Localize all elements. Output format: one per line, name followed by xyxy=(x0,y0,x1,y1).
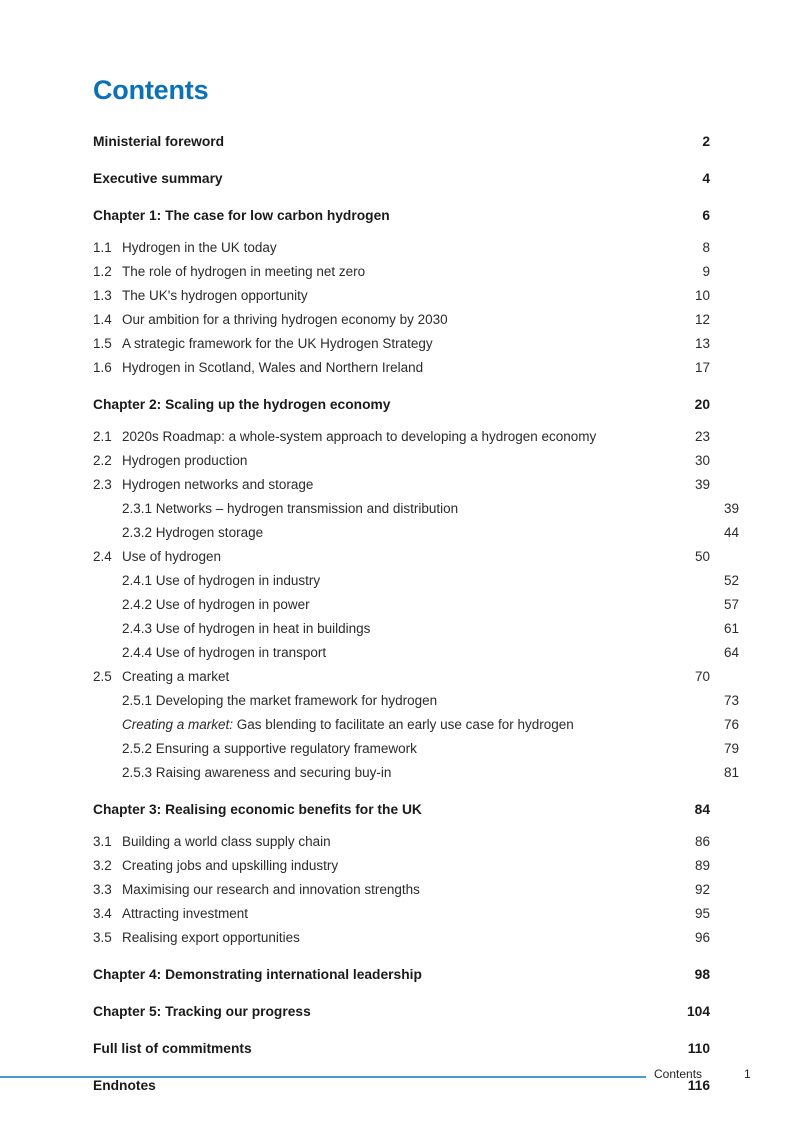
footer-rule xyxy=(0,1076,646,1078)
toc-entry-page-number: 17 xyxy=(694,360,710,375)
toc-entry-page-number: 98 xyxy=(694,967,710,982)
toc-entry[interactable] xyxy=(93,854,710,878)
toc-entry[interactable] xyxy=(93,617,739,641)
footer-label: Contents xyxy=(654,1067,703,1081)
toc-entry[interactable] xyxy=(93,356,710,380)
toc-entry-number: 3.5 xyxy=(93,930,112,945)
toc-entry-page-number: 92 xyxy=(694,882,710,897)
footer-page-number: 1 xyxy=(744,1067,751,1081)
toc-entry-number: 2.2 xyxy=(93,453,112,468)
toc-entry-number: 3.3 xyxy=(93,882,112,897)
toc-entry-number: 1.1 xyxy=(93,240,112,255)
toc-entry[interactable] xyxy=(93,425,710,449)
toc-entry-number: 1.3 xyxy=(93,288,112,303)
toc-entry-page-number: 104 xyxy=(686,1004,710,1019)
toc-entry-label: 2.3 Hydrogen networks and storage xyxy=(93,473,684,497)
toc-entry-label: 2.5.2 Ensuring a supportive regulatory framework xyxy=(122,741,417,756)
toc-entry-page-number: 89 xyxy=(694,858,710,873)
toc-entry-page-number: 50 xyxy=(694,549,710,564)
toc-entry-label: 2.1 2020s Roadmap: a whole-system approach to developing a hydrogen economy xyxy=(93,425,684,449)
toc-entry-page-number: 116 xyxy=(687,1078,710,1093)
toc-entry-label: 2.4 Use of hydrogen xyxy=(93,545,684,569)
toc-entry-italic-prefix: Creating a market: xyxy=(122,717,234,732)
toc-entry[interactable] xyxy=(93,473,710,497)
toc-entry[interactable] xyxy=(93,737,739,761)
toc-entry-label: 1.4 Our ambition for a thriving hydrogen economy by 2030 xyxy=(93,308,684,332)
toc-entry-label: 2.5.1 Developing the market framework for hydrogen xyxy=(122,693,438,708)
toc-entry[interactable] xyxy=(93,260,710,284)
toc-entry-label: Chapter 3: Realising economic benefits for the UK xyxy=(93,802,422,817)
toc-entry-label: Endnotes xyxy=(93,1078,156,1093)
toc-entry-page-number: 79 xyxy=(723,741,739,756)
toc-entry-label: 3.3 Maximising our research and innovation strengths xyxy=(93,878,684,902)
page-title: Contents xyxy=(93,75,209,105)
toc-entry[interactable] xyxy=(93,545,710,569)
toc-entry[interactable] xyxy=(93,878,710,902)
toc-entry-label: 1.5 A strategic framework for the UK Hydrogen Strategy xyxy=(93,332,684,356)
toc-entry[interactable] xyxy=(93,284,710,308)
toc-entry[interactable] xyxy=(93,713,739,737)
toc-entry[interactable] xyxy=(93,167,710,191)
table-of-contents xyxy=(93,130,739,1098)
toc-entry-page-number: 95 xyxy=(694,906,710,921)
toc-entry-label: 3.2 Creating jobs and upskilling industry xyxy=(93,854,684,878)
toc-entry-page-number: 6 xyxy=(702,208,710,223)
toc-entry-page-number: 73 xyxy=(723,693,739,708)
toc-entry-label: 2.4.2 Use of hydrogen in power xyxy=(122,597,310,612)
toc-entry-label: 1.1 Hydrogen in the UK today xyxy=(93,236,684,260)
toc-entry[interactable] xyxy=(93,204,710,228)
toc-entry-page-number: 86 xyxy=(694,834,710,849)
toc-entry-page-number: 12 xyxy=(694,312,710,327)
toc-entry-number: 1.5 xyxy=(93,336,112,351)
toc-entry-label: Full list of commitments xyxy=(93,1041,252,1056)
toc-entry-page-number: 10 xyxy=(694,288,710,303)
toc-entry-page-number: 44 xyxy=(723,525,739,540)
toc-entry-label: Creating a market: Gas blending to facilitate an early use case for hydrogen xyxy=(122,717,574,732)
toc-entry[interactable] xyxy=(93,689,739,713)
toc-entry-number: 2.3 xyxy=(93,477,112,492)
toc-entry-label: 1.3 The UK's hydrogen opportunity xyxy=(93,284,684,308)
toc-entry[interactable] xyxy=(93,665,710,689)
toc-entry[interactable] xyxy=(93,521,739,545)
toc-entry-label: 3.4 Attracting investment xyxy=(93,902,684,926)
toc-entry[interactable] xyxy=(93,593,739,617)
toc-entry[interactable] xyxy=(93,761,739,785)
toc-entry-page-number: 61 xyxy=(723,621,739,636)
toc-entry-number: 3.1 xyxy=(93,834,112,849)
toc-entry-label: Chapter 5: Tracking our progress xyxy=(93,1004,311,1019)
toc-entry-number: 1.4 xyxy=(93,312,112,327)
toc-entry[interactable] xyxy=(93,830,710,854)
toc-entry[interactable] xyxy=(93,798,710,822)
toc-entry[interactable] xyxy=(93,902,710,926)
toc-entry[interactable] xyxy=(93,497,739,521)
toc-entry-number: 2.1 xyxy=(93,429,112,444)
toc-entry-label: 2.4.3 Use of hydrogen in heat in buildings xyxy=(122,621,371,636)
toc-entry-number: 2.5 xyxy=(93,669,112,684)
toc-entry-label: 2.5.3 Raising awareness and securing buy-in xyxy=(122,765,392,780)
toc-entry-label: 2.3.2 Hydrogen storage xyxy=(122,525,264,540)
toc-entry-page-number: 64 xyxy=(723,645,739,660)
toc-entry-page-number: 52 xyxy=(723,573,739,588)
toc-entry-label: 2.4.1 Use of hydrogen in industry xyxy=(122,573,321,588)
toc-entry-page-number: 23 xyxy=(694,429,710,444)
toc-entry[interactable] xyxy=(93,641,739,665)
toc-entry-label: 2.2 Hydrogen production xyxy=(93,449,684,473)
toc-entry-label: 1.2 The role of hydrogen in meeting net zero xyxy=(93,260,684,284)
toc-entry[interactable] xyxy=(93,449,710,473)
toc-entry-number: 3.4 xyxy=(93,906,112,921)
toc-entry-page-number: 96 xyxy=(694,930,710,945)
toc-entry-label: 3.5 Realising export opportunities xyxy=(93,926,684,950)
toc-entry-page-number: 4 xyxy=(702,171,710,186)
toc-entry-label: Executive summary xyxy=(93,171,223,186)
toc-entry-number: 3.2 xyxy=(93,858,112,873)
toc-entry[interactable] xyxy=(93,393,710,417)
toc-entry-page-number: 2 xyxy=(702,134,710,149)
toc-entry[interactable] xyxy=(93,963,710,987)
toc-entry-label: 2.4.4 Use of hydrogen in transport xyxy=(122,645,327,660)
toc-entry-number: 2.4 xyxy=(93,549,112,564)
toc-entry-label: Ministerial foreword xyxy=(93,134,225,149)
toc-entry-page-number: 84 xyxy=(694,802,710,817)
toc-entry[interactable] xyxy=(93,308,710,332)
toc-entry[interactable] xyxy=(93,130,710,154)
toc-entry-page-number: 57 xyxy=(723,597,739,612)
toc-entry-page-number: 81 xyxy=(723,765,739,780)
toc-entry-label: Chapter 2: Scaling up the hydrogen economy xyxy=(93,397,391,412)
toc-entry-label: Chapter 1: The case for low carbon hydrogen xyxy=(93,208,390,223)
toc-entry-label: 1.6 Hydrogen in Scotland, Wales and Northern Ireland xyxy=(93,356,684,380)
toc-entry-page-number: 110 xyxy=(687,1041,710,1056)
toc-entry-number: 1.6 xyxy=(93,360,112,375)
toc-entry-label: 2.5 Creating a market xyxy=(93,665,684,689)
toc-entry-page-number: 70 xyxy=(694,669,710,684)
toc-entry-label: 2.3.1 Networks – hydrogen transmission and distribution xyxy=(122,501,459,516)
toc-entry[interactable] xyxy=(93,569,739,593)
toc-entry[interactable] xyxy=(93,1037,710,1061)
toc-entry-label: 3.1 Building a world class supply chain xyxy=(93,830,684,854)
toc-entry[interactable] xyxy=(93,236,710,260)
toc-entry[interactable] xyxy=(93,1000,710,1024)
toc-entry[interactable] xyxy=(93,332,710,356)
toc-entry-page-number: 9 xyxy=(702,264,710,279)
toc-entry-page-number: 13 xyxy=(694,336,710,351)
toc-entry-page-number: 8 xyxy=(702,240,710,255)
toc-entry-page-number: 39 xyxy=(723,501,739,516)
toc-entry-page-number: 39 xyxy=(694,477,710,492)
toc-entry-page-number: 30 xyxy=(694,453,710,468)
toc-entry[interactable] xyxy=(93,926,710,950)
toc-entry-number: 1.2 xyxy=(93,264,112,279)
toc-entry-label: Chapter 4: Demonstrating international leadership xyxy=(93,967,422,982)
toc-entry-page-number: 20 xyxy=(694,397,710,412)
toc-entry-page-number: 76 xyxy=(723,717,739,732)
